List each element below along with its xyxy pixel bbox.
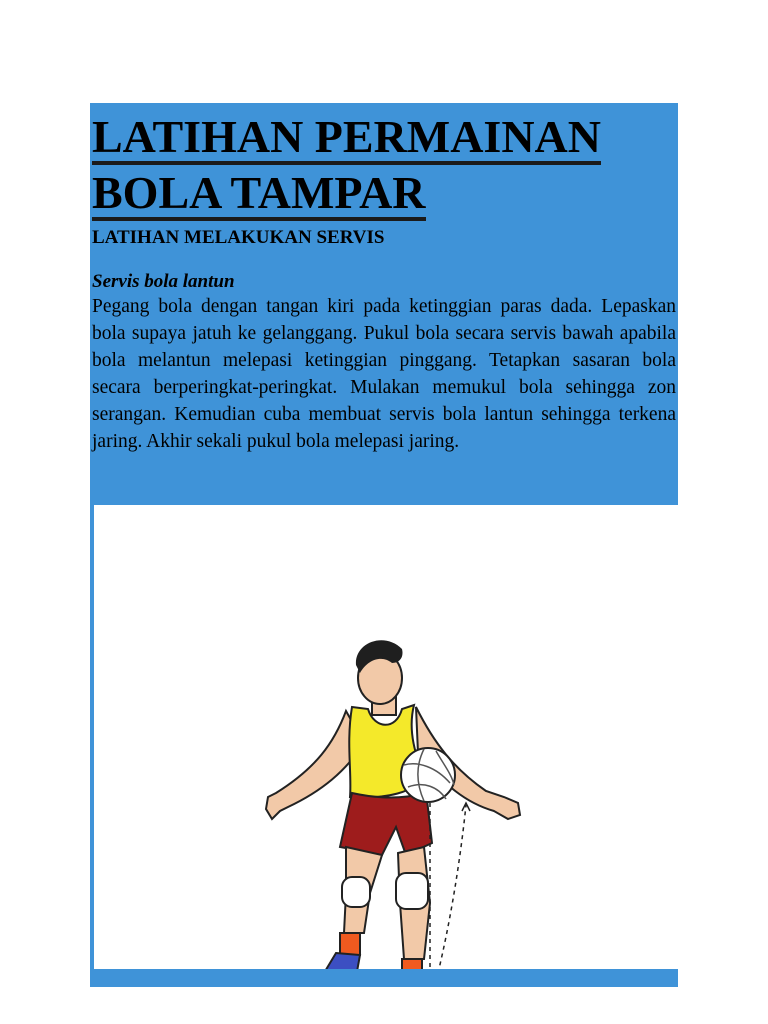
subtitle: LATIHAN MELAKUKAN SERVIS (92, 227, 385, 248)
content-card (90, 103, 678, 987)
title-line-1: LATIHAN PERMAINAN (92, 113, 601, 165)
image-panel (94, 505, 678, 969)
body-paragraph: Pegang bola dengan tangan kiri pada ketinggian paras dada. Lepaskan bola supaya jatuh ke gelanggang. Pukul bola secara servis bawah apabila bola melantun melepasi ketinggian pinggang. Tetapkan sasaran bola secara berperingkat-peringkat. Mulakan memukul bola sehingga zon serangan. Kemudian cuba membuat servis bola lantun sehingga terkena jaring. Akhir sekali pukul bola melepasi jaring. (92, 296, 676, 452)
title-line-2: BOLA TAMPAR (92, 169, 426, 221)
section-title: Servis bola lantun (92, 271, 235, 292)
document-title (92, 109, 676, 221)
volleyball-player-illustration-icon (94, 505, 678, 969)
text-block (90, 103, 678, 505)
